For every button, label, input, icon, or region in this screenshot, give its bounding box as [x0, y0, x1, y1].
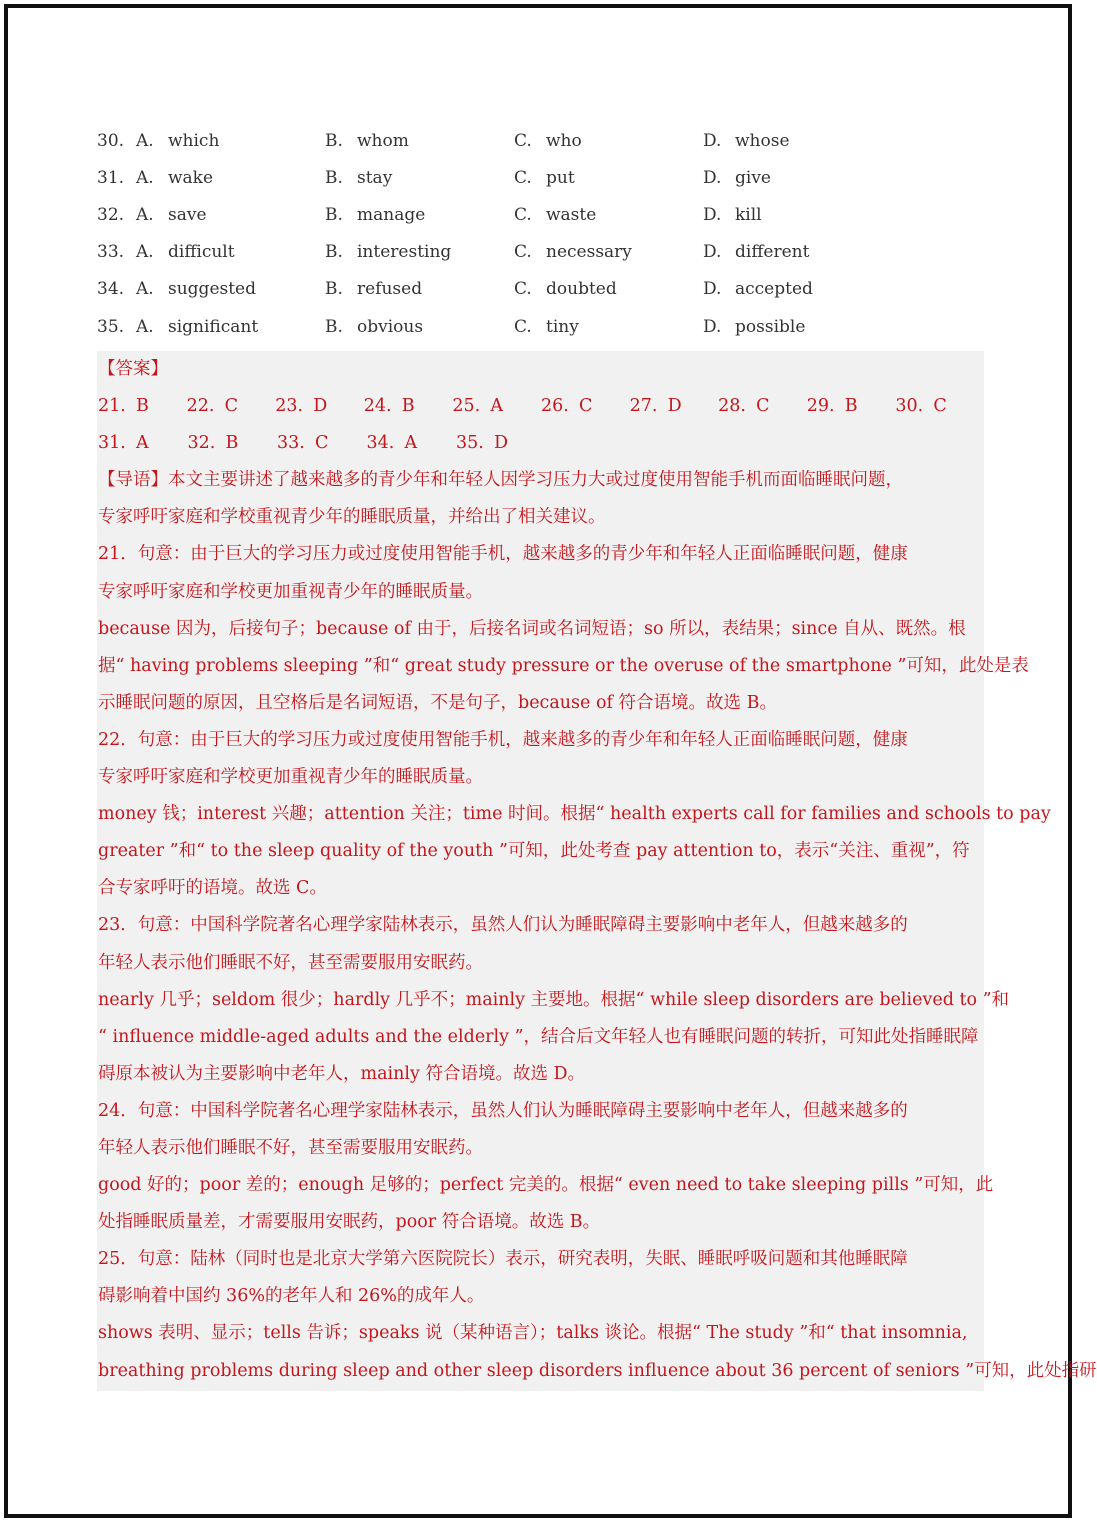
choice-text: give — [735, 167, 771, 188]
choice-text: put — [546, 167, 575, 188]
choice-text: wake — [168, 167, 214, 188]
option-choice — [325, 279, 514, 299]
choice-text: accepted — [735, 279, 813, 300]
answer-key-item — [718, 388, 807, 425]
explanation-line: greater ”和“ to the sleep quality of the youth ”可知，此处考查 pay attention to，表示“关注、重视”，符 — [98, 841, 970, 862]
choice-text: interesting — [357, 242, 452, 263]
option-choice — [703, 205, 892, 225]
answer-key-item — [275, 388, 364, 425]
option-choice — [703, 131, 892, 151]
answer-key-number: 31. — [98, 433, 126, 454]
choice-text: significant — [168, 316, 259, 337]
explanation-line: 碍影响着中国约 36%的老年人和 26%的成年人。 — [98, 1286, 485, 1307]
explanation-line: 示睡眠问题的原因，且空格后是名词短语，不是句子，because of 符合语境。故选 B。 — [98, 692, 777, 713]
answer-key-row — [97, 425, 984, 462]
answer-key-number: 24. — [363, 396, 392, 417]
choice-letter: C. — [514, 279, 532, 300]
answer-key-item — [367, 425, 457, 462]
answer-key-item — [188, 425, 278, 462]
explanation-line: 24．句意：中国科学院著名心理学家陆林表示，虽然人们认为睡眠障碍主要影响中老年人，但越来越多的 — [98, 1100, 908, 1121]
choice-text: tiny — [546, 316, 579, 337]
answer-key-number: 28. — [718, 396, 746, 417]
explanation-line: shows 表明、显示；tells 告诉；speaks 说（某种语言）；talks 谈论。根据“ The study ”和“ that insomnia, — [98, 1323, 968, 1344]
answer-key-letter: D — [667, 396, 682, 417]
choice-text: manage — [357, 204, 426, 225]
choice-letter: A. — [136, 204, 154, 225]
answer-key-number: 34. — [366, 433, 395, 454]
options-block — [97, 122, 977, 345]
explanation-line: money 钱；interest 兴趣；attention 关注；time 时间。根据“ health experts call for families and schools to pay — [98, 804, 1051, 825]
option-choice — [514, 279, 703, 299]
answer-key-item — [187, 388, 276, 425]
choice-text: difficult — [168, 242, 235, 263]
question-number: 35. — [97, 316, 125, 337]
answer-key-letter: B — [401, 396, 415, 417]
option-choice — [325, 131, 514, 151]
explanation-line: 22．句意：由于巨大的学习压力或过度使用智能手机，越来越多的青少年和年轻人正面临睡眠问题，健康 — [98, 729, 908, 750]
choice-letter: D. — [703, 130, 722, 151]
choice-letter: B. — [325, 167, 343, 188]
choice-letter: C. — [514, 204, 532, 225]
option-row — [97, 271, 977, 308]
answer-key-item — [364, 388, 453, 425]
choice-letter: B. — [325, 204, 343, 225]
choice-text: waste — [546, 204, 597, 225]
option-choice — [136, 205, 325, 225]
choice-letter: A. — [136, 316, 154, 337]
answer-key-letter: C — [315, 433, 329, 454]
answer-key-letter: A — [490, 396, 504, 417]
answer-key-number: 26. — [540, 396, 569, 417]
answer-key-letter: C — [933, 396, 947, 417]
explanation-line: 专家呼吁家庭和学校更加重视青少年的睡眠质量。 — [98, 767, 483, 788]
answer-key-letter: B — [225, 433, 239, 454]
choice-letter: C. — [514, 316, 532, 337]
explanation-line: 专家呼吁家庭和学校重视青少年的睡眠质量，并给出了相关建议。 — [98, 507, 606, 528]
option-choice — [325, 242, 514, 262]
option-choice — [136, 317, 325, 337]
answer-key-letter: C — [224, 396, 238, 417]
answer-key-letter: C — [756, 396, 770, 417]
explanation-line: 年轻人表示他们睡眠不好，甚至需要服用安眠药。 — [98, 952, 483, 973]
answer-key-number: 21. — [98, 396, 126, 417]
choice-letter: B. — [325, 316, 343, 337]
choice-text: whose — [735, 130, 790, 151]
explanation-line: 23．句意：中国科学院著名心理学家陆林表示，虽然人们认为睡眠障碍主要影响中老年人，但越来越多的 — [98, 915, 908, 936]
option-choice — [514, 242, 703, 262]
answer-key-letter: B — [844, 396, 858, 417]
question-number: 32. — [97, 204, 125, 225]
option-choice — [703, 168, 892, 188]
choice-text: which — [168, 130, 220, 151]
answer-key-item — [541, 388, 630, 425]
answer-key-number: 30. — [895, 396, 924, 417]
answer-key-letter: B — [136, 396, 149, 417]
explanation-line: breathing problems during sleep and other sleep disorders influence about 36 percent of seniors ”可知，此处指研 — [98, 1360, 1097, 1381]
answer-key — [97, 388, 984, 462]
answer-key-number: 22. — [186, 396, 215, 417]
choice-letter: B. — [325, 130, 343, 151]
question-number: 31. — [97, 167, 125, 188]
option-choice — [136, 279, 325, 299]
question-number: 34. — [97, 279, 125, 300]
choice-text: whom — [357, 130, 409, 151]
choice-letter: D. — [703, 242, 722, 263]
answer-key-letter: A — [404, 433, 418, 454]
explanation-line: because 因为，后接句子；because of 由于，后接名词或名词短语；so 所以，表结果；since 自从、既然。根 — [98, 618, 966, 639]
answer-key-letter: D — [494, 433, 509, 454]
choice-text: possible — [735, 316, 806, 337]
option-choice — [325, 168, 514, 188]
answer-key-item — [98, 388, 187, 425]
answer-key-number: 27. — [629, 396, 658, 417]
choice-letter: B. — [325, 279, 343, 300]
answer-key-item — [277, 425, 367, 462]
option-choice — [325, 317, 514, 337]
answer-key-number: 29. — [806, 396, 835, 417]
choice-letter: C. — [514, 167, 532, 188]
choice-letter: D. — [703, 204, 722, 225]
answer-key-number: 33. — [277, 433, 305, 454]
choice-text: who — [546, 130, 582, 151]
choice-letter: A. — [136, 242, 154, 263]
option-choice — [514, 317, 703, 337]
choice-text: refused — [357, 279, 423, 300]
answer-key-number: 32. — [187, 433, 216, 454]
explanation-line: 合专家呼吁的语境。故选 C。 — [98, 878, 327, 899]
choice-text: stay — [357, 167, 393, 188]
answer-key-number: 23. — [275, 396, 304, 417]
option-choice — [325, 205, 514, 225]
answer-key-item — [98, 425, 188, 462]
answer-key-item — [807, 388, 896, 425]
answer-key-row — [97, 388, 984, 425]
choice-text: save — [168, 204, 207, 225]
choice-text: necessary — [546, 242, 632, 263]
question-number: 33. — [97, 242, 125, 263]
choice-letter: D. — [703, 167, 722, 188]
choice-letter: A. — [136, 279, 154, 300]
explanation-line: “ influence middle-aged adults and the elderly ”，结合后文年轻人也有睡眠问题的转折，可知此处指睡眠障 — [98, 1026, 979, 1047]
option-row — [97, 308, 977, 345]
explanation-line: 【导语】本文主要讲述了越来越多的青少年和年轻人因学习压力大或过度使用智能手机而面临睡眠问题， — [98, 470, 903, 491]
explanation-line: 碍原本被认为主要影响中老年人，mainly 符合语境。故选 D。 — [98, 1063, 586, 1084]
choice-text: different — [735, 242, 810, 263]
explanation-line: 据“ having problems sleeping ”和“ great study pressure or the overuse of the smartphone ”可知，此处是表 — [98, 655, 1029, 676]
choice-letter: D. — [703, 316, 722, 337]
answer-key-number: 25. — [452, 396, 481, 417]
option-choice — [136, 242, 325, 262]
answer-heading: 【答案】 — [98, 359, 168, 379]
option-choice — [514, 131, 703, 151]
answer-panel — [97, 351, 1097, 1391]
option-choice — [136, 168, 325, 188]
explanation-line: 年轻人表示他们睡眠不好，甚至需要服用安眠药。 — [98, 1137, 483, 1158]
option-choice — [703, 317, 892, 337]
answer-key-item — [452, 388, 541, 425]
choice-letter: A. — [136, 130, 154, 151]
answer-key-letter: C — [578, 396, 593, 417]
explanation-line: 专家呼吁家庭和学校更加重视青少年的睡眠质量。 — [98, 581, 483, 602]
answer-key-item — [895, 388, 984, 425]
explanation-line: 21．句意：由于巨大的学习压力或过度使用智能手机，越来越多的青少年和年轻人正面临睡眠问题，健康 — [98, 544, 908, 565]
choice-text: doubted — [546, 279, 617, 300]
choice-letter: B. — [325, 242, 343, 263]
option-choice — [514, 168, 703, 188]
choice-text: kill — [735, 204, 762, 225]
answer-key-number: 35. — [456, 433, 484, 454]
choice-letter: A. — [136, 167, 154, 188]
choice-letter: C. — [514, 130, 532, 151]
option-row — [97, 159, 977, 196]
explanation-line: good 好的；poor 差的；enough 足够的；perfect 完美的。根据“ even need to take sleeping pills ”可知，此 — [98, 1175, 994, 1196]
answer-key-letter: A — [136, 433, 149, 454]
option-choice — [703, 242, 892, 262]
option-choice — [136, 131, 325, 151]
choice-text: obvious — [357, 316, 424, 337]
choice-text: suggested — [168, 279, 256, 300]
option-choice — [703, 279, 892, 299]
option-row — [97, 122, 977, 159]
question-number: 30. — [97, 130, 125, 151]
explanation-line: nearly 几乎；seldom 很少；hardly 几乎不；mainly 主要地。根据“ while sleep disorders are believed to ”和 — [98, 989, 1010, 1010]
option-choice — [514, 205, 703, 225]
option-row — [97, 234, 977, 271]
answer-key-item — [630, 388, 719, 425]
option-row — [97, 196, 977, 233]
explanation-line: 处指睡眠质量差，才需要服用安眠药，poor 符合语境。故选 B。 — [98, 1212, 601, 1233]
choice-letter: C. — [514, 242, 532, 263]
explanation — [97, 462, 1097, 1389]
explanation-line: 25．句意：陆林（同时也是北京大学第六医院院长）表示，研究表明，失眠、睡眠呼吸问题和其他睡眠障 — [98, 1249, 908, 1270]
choice-letter: D. — [703, 279, 722, 300]
answer-key-letter: D — [313, 396, 328, 417]
answer-key-item — [456, 425, 546, 462]
